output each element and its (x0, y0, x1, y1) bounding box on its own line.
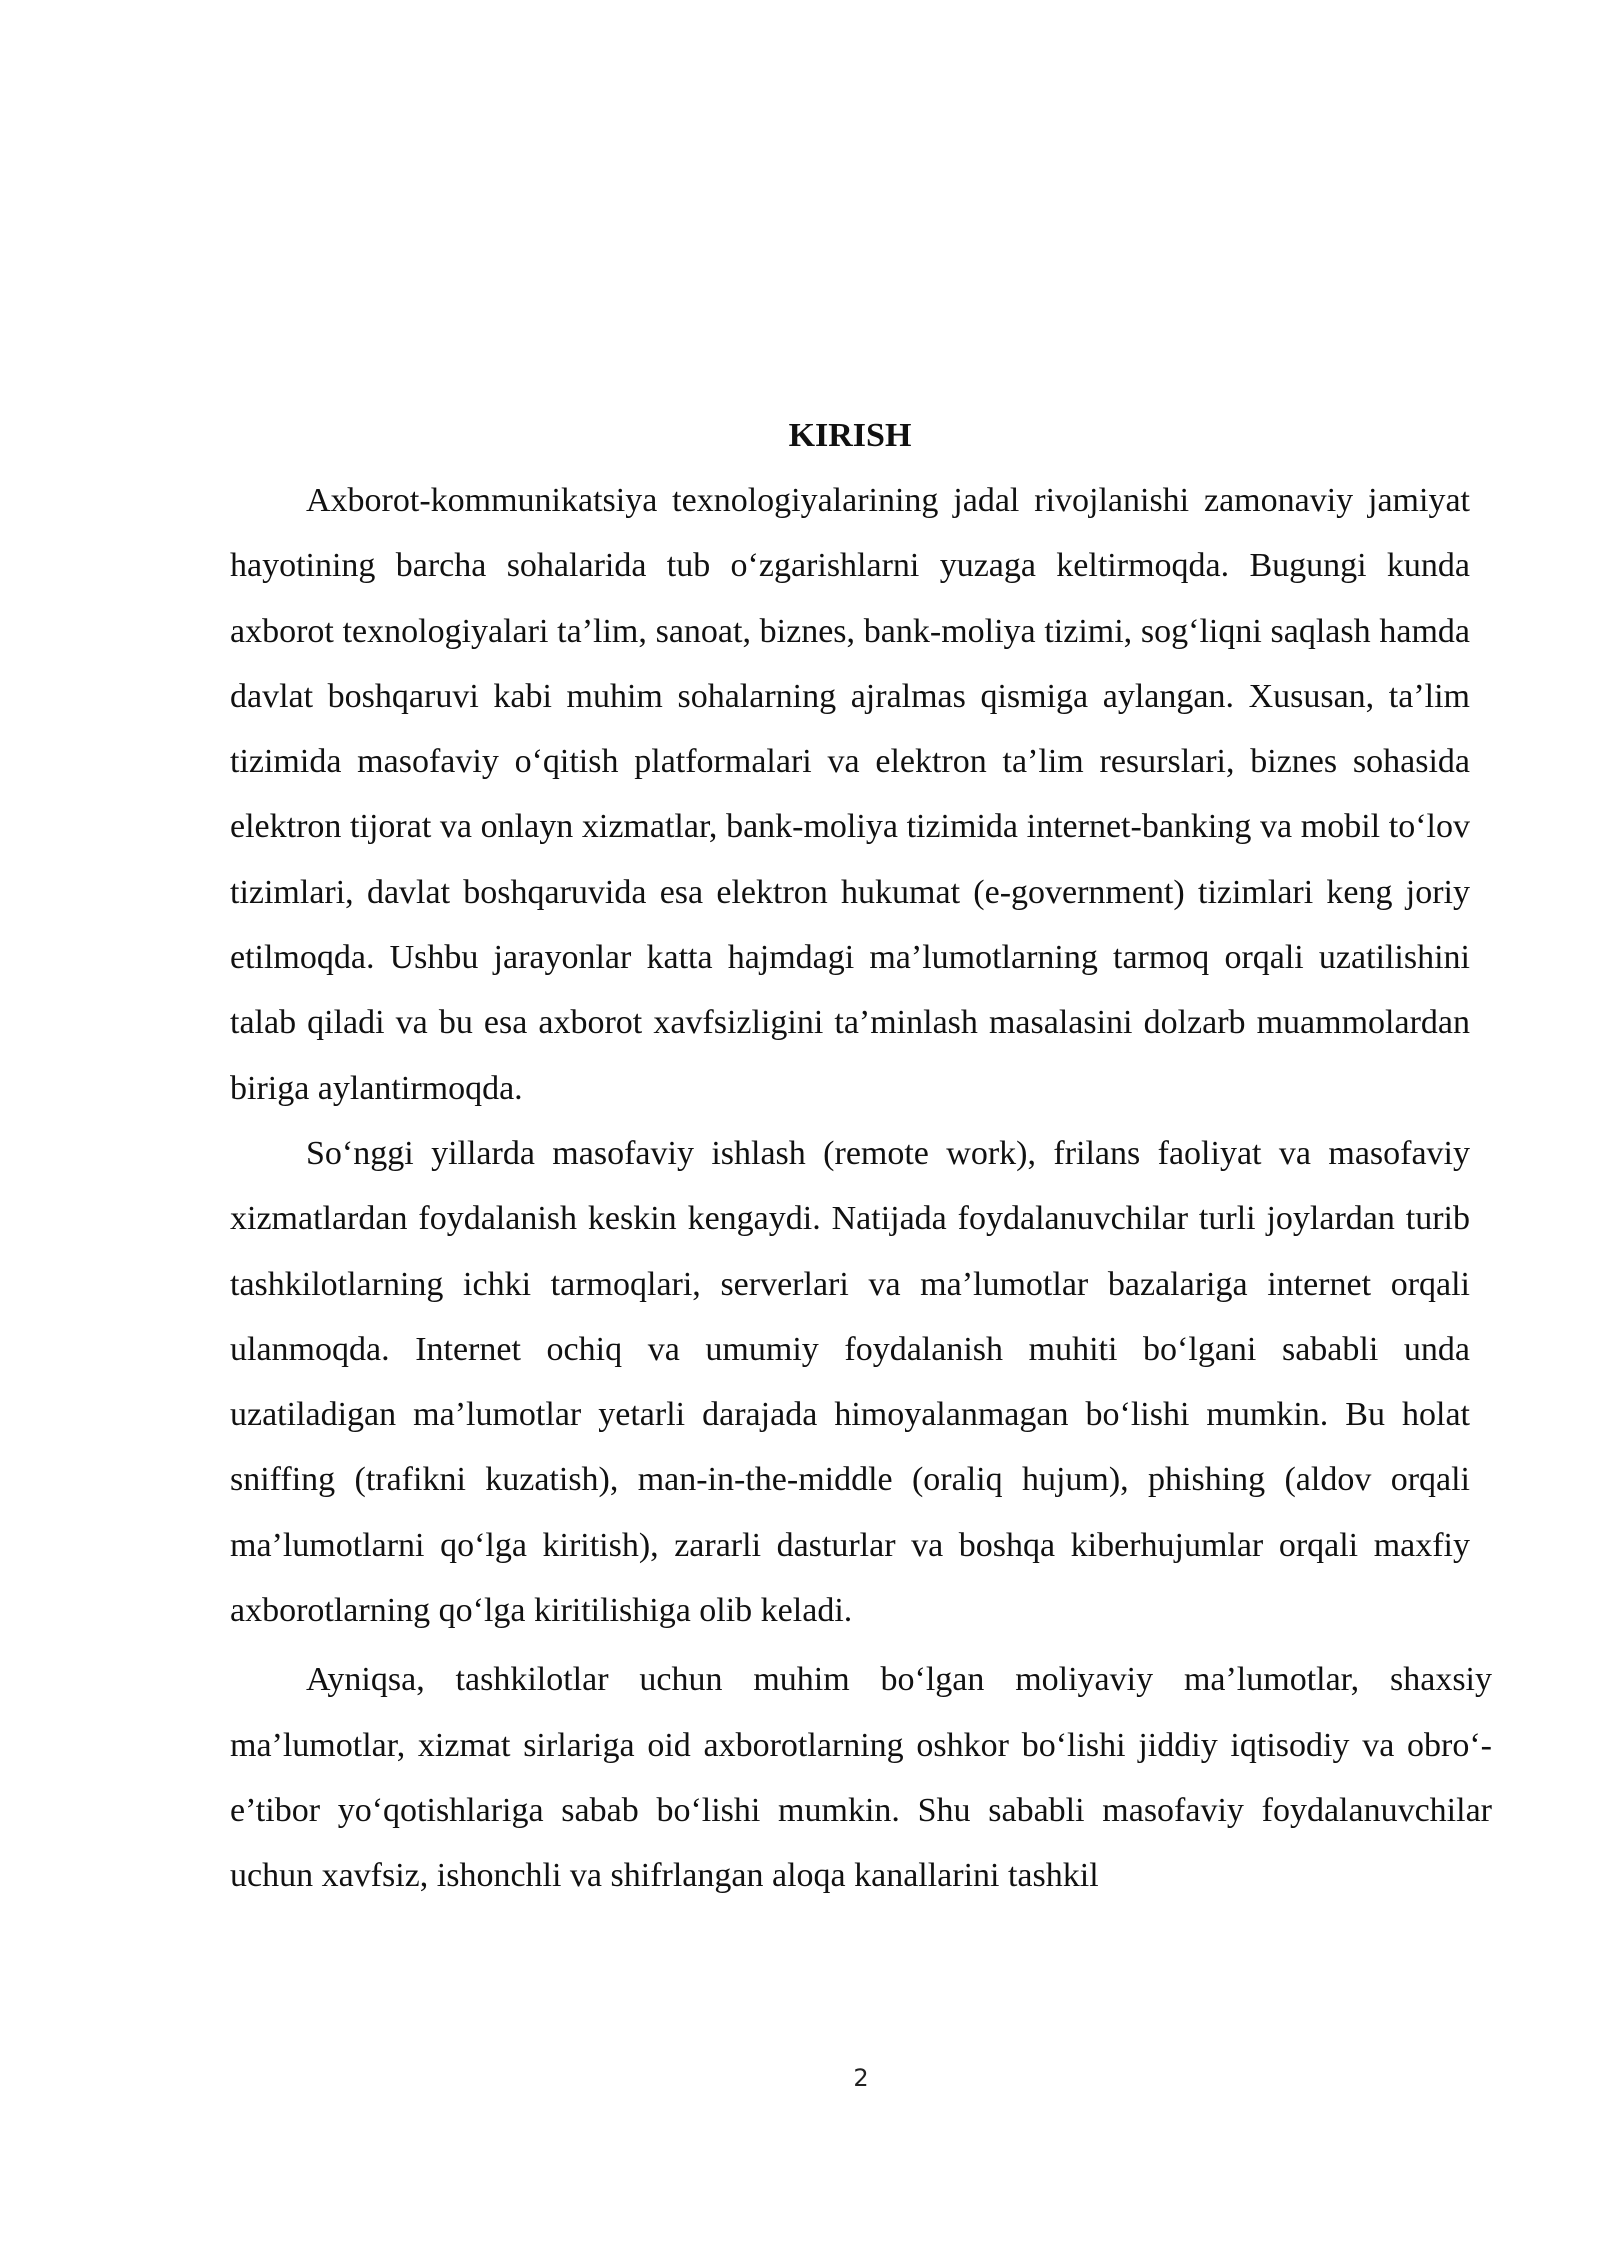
paragraph-2: So‘nggi yillarda masofaviy ishlash (remote work), frilans faoliyat va masofaviy xizmatlardan foydalanish keskin kengaydi. Natijada foydalanuvchilar turli joylardan turib tashkilotlarning ichki tarmoqlari, serverlari va ma’lumotlar bazalariga internet orqali ulanmoqda. Internet ochiq va umumiy foydalanish muhiti bo‘lgani sababli unda uzatiladigan ma’lumotlar yetarli darajada himoyalanmagan bo‘lishi mumkin. Bu holat sniffing (trafikni kuzatish), man-in-the-middle (oraliq hujum), phishing (aldov orqali ma’lumotlarni qo‘lga kiritish), zararli dasturlar va boshqa kiberhujumlar orqali maxfiy axborotlarning qo‘lga kiritilishiga olib keladi. (230, 1134, 1470, 1630)
paragraph-1: Axborot-kommunikatsiya texnologiyalarining jadal rivojlanishi zamonaviy jamiyat hayotining barcha sohalarida tub o‘zgarishlarni yuzaga keltirmoqda. Bugungi kunda axborot texnologiyalari ta’lim, sanoat, biznes, bank-moliya tizimi, sog‘liqni saqlash hamda davlat boshqaruvi kabi muhim sohalarning ajralmas qismiga aylangan. Xususan, ta’lim tizimida masofaviy o‘qitish platformalari va elektron ta’lim resurslari, biznes sohasida elektron tijorat va onlayn xizmatlar, bank-moliya tizimida internet-banking va mobil to‘lov tizimlari, davlat boshqaruvida esa elektron hukumat (e-government) tizimlari keng joriy etilmoqda. Ushbu jarayonlar katta hajmdagi ma’lumotlarning tarmoq orqali uzatilishini talab qiladi va bu esa axborot xavfsizligini ta’minlash masalasini dolzarb muammolardan biriga aylantirmoqda. (230, 482, 1470, 1107)
body-text (230, 468, 1492, 1909)
document-page (230, 0, 1492, 2262)
paragraph-3: Ayniqsa, tashkilotlar uchun muhim bo‘lgan moliyaviy ma’lumotlar, shaxsiy ma’lumotlar, xizmat sirlariga oid axborotlarning oshkor bo‘lishi jiddiy iqtisodiy va obro‘-e’tibor yo‘qotishlariga sabab bo‘lishi mumkin. Shu sababli masofaviy foydalanuvchilar uchun xavfsiz, ishonchli va shifrlangan aloqa kanallarini tashkil (230, 1661, 1492, 1895)
section-title: KIRISH (788, 417, 912, 454)
page-number: 2 (853, 2064, 869, 2092)
